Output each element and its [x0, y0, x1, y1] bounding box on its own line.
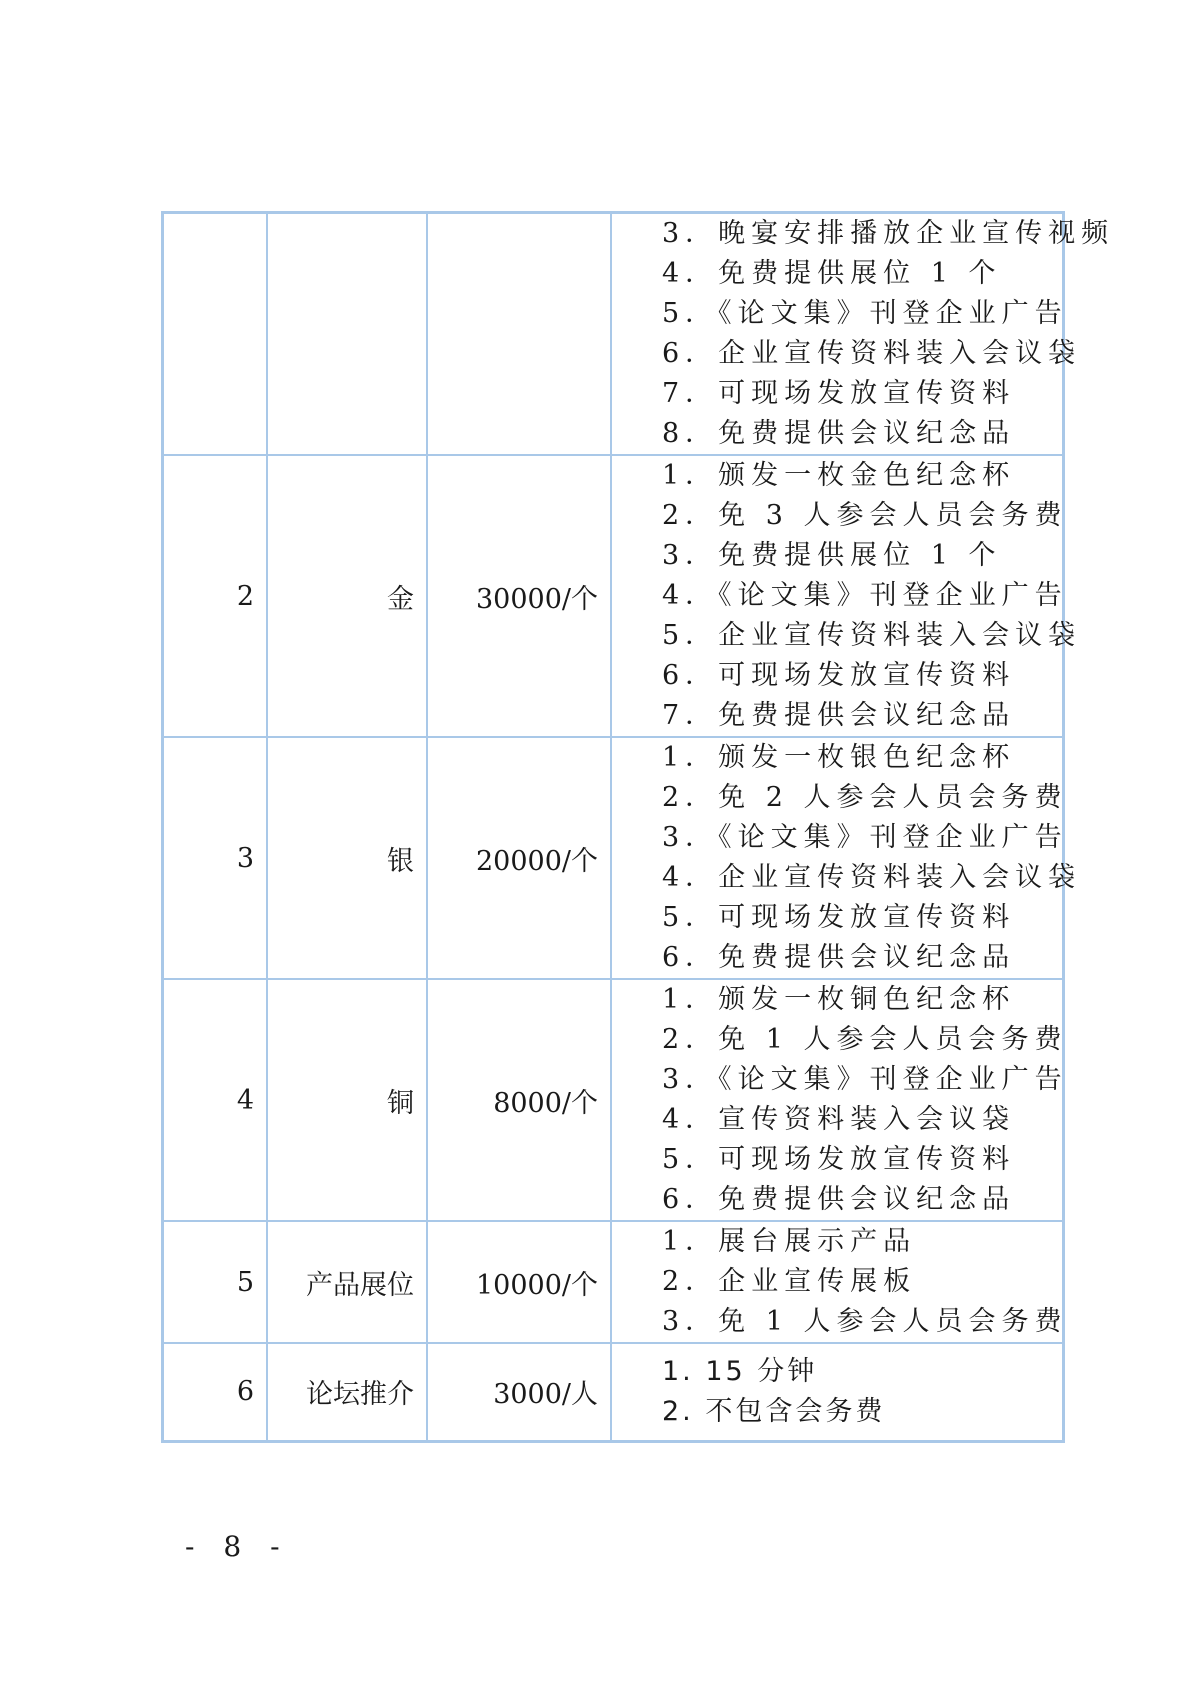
sponsor-level: 产品展位 — [267, 1221, 427, 1343]
benefit-item: 4．企业宣传资料装入会议袋 — [662, 862, 1082, 893]
benefits-cell — [611, 1221, 1068, 1343]
benefits-list — [662, 980, 1068, 1220]
benefit-item: 1. 15 分钟 — [662, 1355, 818, 1387]
sponsor-price: 8000/个 — [427, 979, 611, 1221]
benefit-item: 1．颁发一枚铜色纪念杯 — [662, 984, 1016, 1015]
sponsor-level — [267, 213, 427, 456]
sponsor-level: 论坛推介 — [267, 1343, 427, 1441]
benefits-list — [662, 1352, 1062, 1432]
benefit-item: 3．免 1 人参会人员会务费 — [662, 1306, 1068, 1337]
benefit-item: 1．展台展示产品 — [662, 1226, 917, 1257]
benefits-cell — [611, 979, 1068, 1221]
table-row — [163, 737, 1064, 979]
table-row — [163, 979, 1064, 1221]
benefits-list — [662, 456, 1082, 736]
row-number: 6 — [163, 1343, 268, 1441]
sponsorship-table — [161, 211, 1115, 1443]
table-row — [163, 1343, 1064, 1441]
benefit-item: 2. 不包含会务费 — [662, 1395, 886, 1427]
row-number: 5 — [163, 1221, 268, 1343]
benefit-item: 4．免费提供展位 1 个 — [662, 258, 1002, 289]
benefit-item: 5．《论文集》刊登企业广告 — [662, 298, 1068, 329]
benefit-item: 6．可现场发放宣传资料 — [662, 660, 1016, 691]
benefit-item: 1．颁发一枚金色纪念杯 — [662, 460, 1016, 491]
benefits-cell — [611, 737, 1082, 979]
benefit-item: 2．免 2 人参会人员会务费 — [662, 782, 1068, 813]
table-row — [163, 1221, 1064, 1343]
row-number: 4 — [163, 979, 268, 1221]
sponsor-level: 金 — [267, 455, 427, 737]
benefit-item: 3．免费提供展位 1 个 — [662, 540, 1002, 571]
benefit-item: 7．可现场发放宣传资料 — [662, 378, 1016, 409]
row-number: 2 — [163, 455, 268, 737]
benefit-item: 2．企业宣传展板 — [662, 1266, 917, 1297]
sponsor-level: 银 — [267, 737, 427, 979]
row-number — [163, 213, 268, 456]
sponsor-price: 10000/个 — [427, 1221, 611, 1343]
benefits-cell — [611, 213, 1115, 456]
benefit-item: 6．免费提供会议纪念品 — [662, 942, 1016, 973]
table-row — [163, 213, 1064, 456]
benefit-item: 5．可现场发放宣传资料 — [662, 902, 1016, 933]
benefit-item: 2．免 1 人参会人员会务费 — [662, 1024, 1068, 1055]
benefit-item: 4．宣传资料装入会议袋 — [662, 1104, 1016, 1135]
benefit-item: 4．《论文集》刊登企业广告 — [662, 580, 1068, 611]
sponsor-price: 30000/个 — [427, 455, 611, 737]
benefit-item: 1．颁发一枚银色纪念杯 — [662, 742, 1016, 773]
benefits-cell — [611, 1343, 1064, 1441]
sponsor-level: 铜 — [267, 979, 427, 1221]
benefits-list — [662, 1222, 1068, 1342]
benefit-item: 5．企业宣传资料装入会议袋 — [662, 620, 1082, 651]
benefit-item: 6．免费提供会议纪念品 — [662, 1184, 1016, 1215]
benefits-cell — [611, 455, 1082, 737]
benefit-item: 2．免 3 人参会人员会务费 — [662, 500, 1068, 531]
benefit-item: 8．免费提供会议纪念品 — [662, 418, 1016, 449]
sponsor-price: 3000/人 — [427, 1343, 611, 1441]
benefit-item: 3．《论文集》刊登企业广告 — [662, 822, 1068, 853]
page-number: - 8 - — [185, 1530, 290, 1563]
benefit-item: 6．企业宣传资料装入会议袋 — [662, 338, 1082, 369]
sponsor-price: 20000/个 — [427, 737, 611, 979]
row-number: 3 — [163, 737, 268, 979]
benefit-item: 5．可现场发放宣传资料 — [662, 1144, 1016, 1175]
benefits-list — [662, 214, 1115, 454]
table-row — [163, 455, 1064, 737]
benefit-item: 3．晚宴安排播放企业宣传视频 — [662, 218, 1115, 249]
benefit-item: 3．《论文集》刊登企业广告 — [662, 1064, 1068, 1095]
benefit-item: 7．免费提供会议纪念品 — [662, 700, 1016, 731]
sponsor-price — [427, 213, 611, 456]
benefits-list — [662, 738, 1082, 978]
